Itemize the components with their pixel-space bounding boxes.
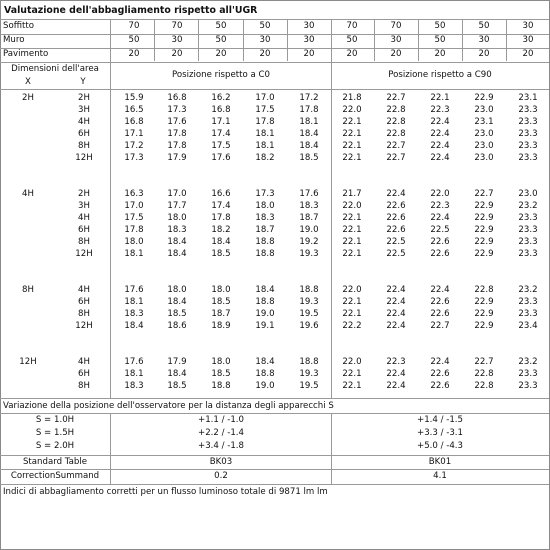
ugr-value-c0: 17.4 [211,129,231,139]
ugr-value-c90: 23.3 [518,309,538,319]
ugr-value-c90: 23.1 [518,93,538,103]
ugr-value-c0: 18.5 [167,309,187,319]
reflectance-column-divider [506,19,507,61]
reflectance-value: 30 [171,35,183,45]
area-y-label: 6H [78,225,90,235]
ugr-value-c90: 23.2 [518,201,538,211]
reflectance-value: 20 [215,49,227,59]
area-x-label: 2H [22,93,34,103]
reflectance-value: 70 [346,21,358,31]
variation-label: S = 1.5H [35,428,75,438]
ugr-value-c0: 18.8 [255,369,275,379]
ugr-value-c0: 18.5 [211,297,231,307]
ugr-value-c0: 19.2 [299,237,319,247]
ugr-value-c90: 22.2 [342,321,362,331]
ugr-value-c0: 19.0 [255,381,275,391]
ugr-value-c0: 18.8 [299,357,319,367]
ugr-value-c90: 22.0 [342,105,362,115]
ugr-value-c90: 22.8 [386,105,406,115]
ugr-value-c0: 18.5 [167,381,187,391]
ugr-value-c90: 23.3 [518,225,538,235]
ugr-value-c90: 23.4 [518,321,538,331]
ugr-value-c0: 18.4 [299,129,319,139]
correction-c0: 0.2 [214,471,228,481]
ugr-value-c90: 23.3 [518,153,538,163]
ugr-value-c90: 21.8 [342,93,362,103]
reflectance-value: 20 [478,49,490,59]
ugr-value-c90: 22.6 [430,369,450,379]
ugr-value-c0: 15.9 [124,93,144,103]
ugr-value-c90: 22.1 [342,225,362,235]
ugr-value-c90: 23.3 [518,213,538,223]
area-y-label: 4H [78,117,90,127]
ugr-value-c0: 18.7 [211,309,231,319]
reflectance-value: 50 [346,35,358,45]
standard-table-c0: BK03 [209,457,233,467]
ugr-value-c0: 18.8 [255,249,275,259]
reflectance-label: Soffitto [3,21,35,31]
area-y-label: 6H [78,369,90,379]
reflectance-column-divider [198,19,199,61]
ugr-value-c90: 22.7 [474,357,494,367]
ugr-value-c0: 18.4 [124,321,144,331]
ugr-value-c90: 22.0 [342,357,362,367]
ugr-value-c90: 22.9 [474,249,494,259]
reflectance-column-divider [243,19,244,61]
ugr-value-c0: 19.3 [299,369,319,379]
reflectance-value: 20 [259,49,271,59]
ugr-value-c0: 18.0 [211,357,231,367]
ugr-value-c90: 22.8 [386,129,406,139]
ugr-value-c0: 18.3 [255,213,275,223]
ugr-value-c0: 19.3 [299,297,319,307]
reflectance-label: Muro [3,35,25,45]
correction-c90: 4.1 [433,471,447,481]
ugr-value-c90: 22.1 [342,153,362,163]
ugr-value-c0: 16.3 [124,189,144,199]
ugr-value-c0: 16.8 [167,93,187,103]
ugr-value-c0: 17.8 [211,213,231,223]
reflectance-value: 50 [215,21,227,31]
ugr-value-c0: 17.6 [167,117,187,127]
ugr-value-c90: 22.4 [386,297,406,307]
ugr-value-c0: 17.6 [211,153,231,163]
ugr-value-c90: 22.1 [342,309,362,319]
ugr-value-c90: 23.3 [518,381,538,391]
variation-header-divider [0,413,549,414]
ugr-value-c0: 19.0 [299,225,319,235]
ugr-value-c0: 18.4 [299,141,319,151]
ugr-value-c90: 22.1 [342,117,362,127]
ugr-value-c0: 18.5 [211,249,231,259]
area-y-label: 6H [78,297,90,307]
ugr-value-c0: 18.5 [211,369,231,379]
reflectance-value: 70 [390,21,402,31]
reflectance-value: 30 [303,35,315,45]
ugr-value-c90: 23.2 [518,285,538,295]
ugr-value-c90: 22.0 [430,189,450,199]
reflectance-value: 20 [346,49,358,59]
ugr-value-c0: 17.4 [211,201,231,211]
variation-c0: +1.1 / -1.0 [198,415,244,425]
ugr-value-c90: 23.1 [474,117,494,127]
reflectance-value: 30 [390,35,402,45]
ugr-value-c90: 22.1 [342,249,362,259]
ugr-value-c0: 18.1 [124,369,144,379]
ugr-value-c0: 18.4 [167,297,187,307]
ugr-value-c0: 18.8 [255,237,275,247]
ugr-value-c90: 22.5 [386,237,406,247]
ugr-value-c90: 22.1 [342,237,362,247]
ugr-value-c0: 18.8 [211,381,231,391]
ugr-value-c0: 18.1 [299,117,319,127]
ugr-value-c90: 22.9 [474,225,494,235]
reflectance-value: 20 [303,49,315,59]
ugr-value-c0: 19.1 [255,321,275,331]
ugr-value-c0: 17.6 [299,189,319,199]
variation-label: S = 1.0H [35,415,75,425]
ugr-value-c0: 16.8 [124,117,144,127]
area-y-label: 2H [78,189,90,199]
ugr-value-c90: 22.6 [430,381,450,391]
reflectance-label: Pavimento [3,49,49,59]
ugr-value-c90: 22.6 [430,309,450,319]
ugr-value-c90: 22.1 [342,141,362,151]
reflectance-value: 20 [128,49,140,59]
variation-header: Variazione della posizione dell'osservatore per la distanza degli apparecchi S [3,401,334,411]
ugr-value-c90: 22.4 [430,129,450,139]
ugr-value-c90: 22.8 [474,285,494,295]
ugr-value-c90: 22.9 [474,93,494,103]
ugr-value-c0: 19.3 [299,249,319,259]
ugr-value-c90: 23.3 [518,249,538,259]
ugr-value-c90: 22.6 [386,225,406,235]
variation-c0: +2.2 / -1.4 [198,428,244,438]
ugr-value-c90: 23.3 [518,297,538,307]
ugr-value-c0: 17.9 [167,357,187,367]
ugr-value-c90: 22.4 [386,321,406,331]
area-y-label: 8H [78,141,90,151]
area-y-label: 12H [75,249,93,259]
ugr-value-c0: 18.9 [211,321,231,331]
title-divider [0,19,549,20]
reflectance-value: 50 [434,21,446,31]
ugr-value-c0: 18.0 [255,201,275,211]
ugr-value-c0: 18.8 [255,297,275,307]
ugr-value-c90: 22.4 [430,153,450,163]
ugr-value-c0: 17.8 [124,225,144,235]
ugr-value-c0: 17.6 [124,357,144,367]
ugr-value-c90: 22.9 [474,213,494,223]
ugr-value-c90: 22.9 [474,201,494,211]
ugr-value-c0: 17.3 [124,153,144,163]
reflectance-value: 30 [303,21,315,31]
ugr-value-c0: 18.6 [167,321,187,331]
ugr-value-c90: 22.4 [430,213,450,223]
variation-c90: +3.3 / -3.1 [417,428,463,438]
ugr-value-c90: 22.6 [430,297,450,307]
ugr-value-c0: 18.2 [211,225,231,235]
ugr-value-c0: 17.0 [167,189,187,199]
ugr-value-c0: 18.0 [167,285,187,295]
ugr-value-c90: 22.0 [342,201,362,211]
ugr-value-c0: 18.0 [211,285,231,295]
area-x-label: 12H [19,357,37,367]
ugr-value-c0: 17.8 [255,117,275,127]
ugr-value-c90: 22.1 [342,129,362,139]
reflectance-column-divider [462,19,463,61]
ugr-value-c90: 23.0 [474,129,494,139]
ugr-value-c90: 22.9 [474,321,494,331]
ugr-value-c0: 17.0 [124,201,144,211]
ugr-value-c90: 22.5 [386,249,406,259]
table-title: Valutazione dell'abbagliamento rispetto all'UGR [4,5,258,16]
ugr-value-c0: 18.3 [299,201,319,211]
ugr-value-c0: 18.8 [299,285,319,295]
ugr-value-c90: 22.3 [386,357,406,367]
c90-header: Posizione rispetto a C90 [388,70,492,80]
standard-table-label: Standard Table [22,457,88,467]
ugr-value-c0: 17.2 [124,141,144,151]
ugr-value-c90: 22.3 [430,105,450,115]
area-y-label: 12H [75,321,93,331]
ugr-value-c90: 22.1 [342,381,362,391]
ugr-value-c0: 18.3 [124,381,144,391]
reflectance-value: 30 [522,35,534,45]
x-header: X [25,77,31,87]
ugr-value-c90: 22.9 [474,297,494,307]
area-y-label: 8H [78,381,90,391]
ugr-value-c0: 17.5 [124,213,144,223]
ugr-value-c90: 23.3 [518,105,538,115]
ugr-value-c0: 17.9 [167,153,187,163]
reflectance-column-divider [287,19,288,61]
ugr-value-c0: 18.3 [124,309,144,319]
ugr-value-c90: 23.0 [518,189,538,199]
header-divider [0,89,549,90]
ugr-value-c0: 17.0 [255,93,275,103]
ugr-value-c0: 18.4 [255,285,275,295]
reflectance-column-divider [331,19,332,61]
ugr-value-c0: 19.5 [299,309,319,319]
section-divider-left [110,413,111,484]
ugr-value-c90: 22.7 [430,321,450,331]
area-x-label: 8H [22,285,34,295]
ugr-value-c90: 22.1 [342,297,362,307]
ugr-value-c0: 18.0 [167,213,187,223]
ugr-value-c0: 16.8 [211,105,231,115]
reflectance-value: 20 [434,49,446,59]
reflectance-value: 20 [390,49,402,59]
ugr-value-c0: 17.8 [167,129,187,139]
ugr-value-c90: 23.3 [518,369,538,379]
section-divider-middle [331,413,332,484]
correction-divider [0,484,549,485]
footer-note: Indici di abbagliamento corretti per un flusso luminoso totale di 9871 lm lm [3,487,328,497]
ugr-value-c0: 17.5 [255,105,275,115]
area-y-label: 2H [78,93,90,103]
ugr-value-c90: 23.3 [518,237,538,247]
reflectance-column-divider [110,19,111,61]
ugr-value-c0: 17.2 [299,93,319,103]
ugr-value-c90: 22.4 [430,357,450,367]
ugr-value-c0: 16.2 [211,93,231,103]
ugr-value-c0: 17.8 [167,141,187,151]
ugr-value-c0: 17.1 [211,117,231,127]
ugr-value-c0: 17.7 [167,201,187,211]
ugr-value-c90: 22.7 [386,153,406,163]
reflectance-value: 50 [215,35,227,45]
area-x-label: 4H [22,189,34,199]
c0-header: Posizione rispetto a C0 [172,70,270,80]
ugr-value-c90: 22.7 [474,189,494,199]
ugr-value-c90: 23.0 [474,105,494,115]
reflectance-value: 30 [522,21,534,31]
area-y-label: 6H [78,129,90,139]
ugr-value-c90: 22.1 [342,213,362,223]
area-y-label: 3H [78,105,90,115]
ugr-value-c0: 18.2 [255,153,275,163]
ugr-value-c0: 18.3 [167,225,187,235]
area-y-label: 8H [78,309,90,319]
ugr-value-c0: 18.4 [255,357,275,367]
ugr-value-c90: 22.4 [386,309,406,319]
reflectance-row-divider [0,62,549,63]
ugr-value-c90: 22.9 [474,309,494,319]
ugr-value-c0: 17.6 [124,285,144,295]
ugr-value-c90: 21.7 [342,189,362,199]
ugr-value-c90: 22.4 [386,369,406,379]
ugr-value-c90: 22.4 [430,117,450,127]
ugr-value-c90: 22.4 [386,189,406,199]
ugr-value-c90: 22.4 [386,381,406,391]
area-y-label: 4H [78,357,90,367]
ugr-value-c0: 18.5 [299,153,319,163]
reflectance-value: 50 [259,21,271,31]
ugr-value-c90: 23.0 [474,141,494,151]
reflectance-value: 50 [434,35,446,45]
ugr-value-c0: 18.0 [124,237,144,247]
y-header: Y [80,77,86,87]
ugr-value-c90: 23.0 [474,153,494,163]
ugr-value-c0: 18.4 [167,249,187,259]
reflectance-value: 50 [478,21,490,31]
ugr-value-c0: 19.6 [299,321,319,331]
ugr-value-c0: 16.5 [124,105,144,115]
reflectance-value: 30 [259,35,271,45]
ugr-value-c0: 18.4 [211,237,231,247]
ugr-value-c0: 18.7 [255,225,275,235]
ugr-value-c90: 22.6 [386,201,406,211]
ugr-value-c90: 22.8 [386,117,406,127]
variation-label: S = 2.0H [35,441,75,451]
reflectance-column-divider [418,19,419,61]
ugr-value-c0: 18.1 [124,297,144,307]
standard-table-c90: BK01 [428,457,452,467]
ugr-value-c90: 22.8 [474,381,494,391]
reflectance-value: 30 [478,35,490,45]
section-divider-middle [331,61,332,398]
ugr-value-c0: 18.4 [167,237,187,247]
ugr-value-c90: 23.3 [518,117,538,127]
body-divider [0,398,549,399]
ugr-value-c90: 22.1 [430,93,450,103]
ugr-value-c0: 18.1 [124,249,144,259]
ugr-value-c0: 17.5 [211,141,231,151]
reflectance-value: 20 [171,49,183,59]
ugr-value-c90: 22.6 [430,237,450,247]
ugr-value-c90: 22.0 [342,285,362,295]
ugr-value-c0: 18.1 [255,141,275,151]
reflectance-value: 50 [128,35,140,45]
ugr-value-c0: 18.4 [167,369,187,379]
ugr-value-c0: 17.3 [167,105,187,115]
ugr-value-c90: 22.9 [474,237,494,247]
standard-table-divider [0,469,549,470]
ugr-value-c90: 22.8 [474,369,494,379]
area-y-label: 8H [78,237,90,247]
ugr-value-c90: 23.3 [518,129,538,139]
section-divider-left [110,61,111,398]
reflectance-column-divider [374,19,375,61]
ugr-value-c90: 22.4 [386,285,406,295]
variation-c90: +5.0 / -4.3 [417,441,463,451]
area-y-label: 4H [78,213,90,223]
ugr-value-c90: 22.6 [430,249,450,259]
reflectance-value: 20 [522,49,534,59]
reflectance-column-divider [154,19,155,61]
ugr-value-c0: 17.1 [124,129,144,139]
correction-label: CorrectionSummand [10,471,100,481]
ugr-value-c0: 19.5 [299,381,319,391]
ugr-value-c0: 19.0 [255,309,275,319]
ugr-value-c90: 22.1 [342,369,362,379]
ugr-value-c0: 18.7 [299,213,319,223]
area-y-label: 12H [75,153,93,163]
ugr-value-c90: 22.3 [430,201,450,211]
ugr-value-c90: 23.2 [518,357,538,367]
ugr-value-c0: 17.8 [299,105,319,115]
ugr-value-c90: 23.3 [518,141,538,151]
variation-c0: +3.4 / -1.8 [198,441,244,451]
reflectance-value: 70 [171,21,183,31]
ugr-value-c90: 22.5 [430,225,450,235]
dimensions-header: Dimensioni dell'area [11,64,99,74]
ugr-value-c0: 17.3 [255,189,275,199]
ugr-value-c0: 16.6 [211,189,231,199]
area-y-label: 4H [78,285,90,295]
variation-divider [0,455,549,456]
reflectance-value: 70 [128,21,140,31]
ugr-value-c0: 18.1 [255,129,275,139]
variation-c90: +1.4 / -1.5 [417,415,463,425]
area-y-label: 3H [78,201,90,211]
ugr-value-c90: 22.4 [430,141,450,151]
ugr-value-c90: 22.6 [386,213,406,223]
ugr-value-c90: 22.7 [386,93,406,103]
ugr-value-c90: 22.7 [386,141,406,151]
ugr-value-c90: 22.4 [430,285,450,295]
